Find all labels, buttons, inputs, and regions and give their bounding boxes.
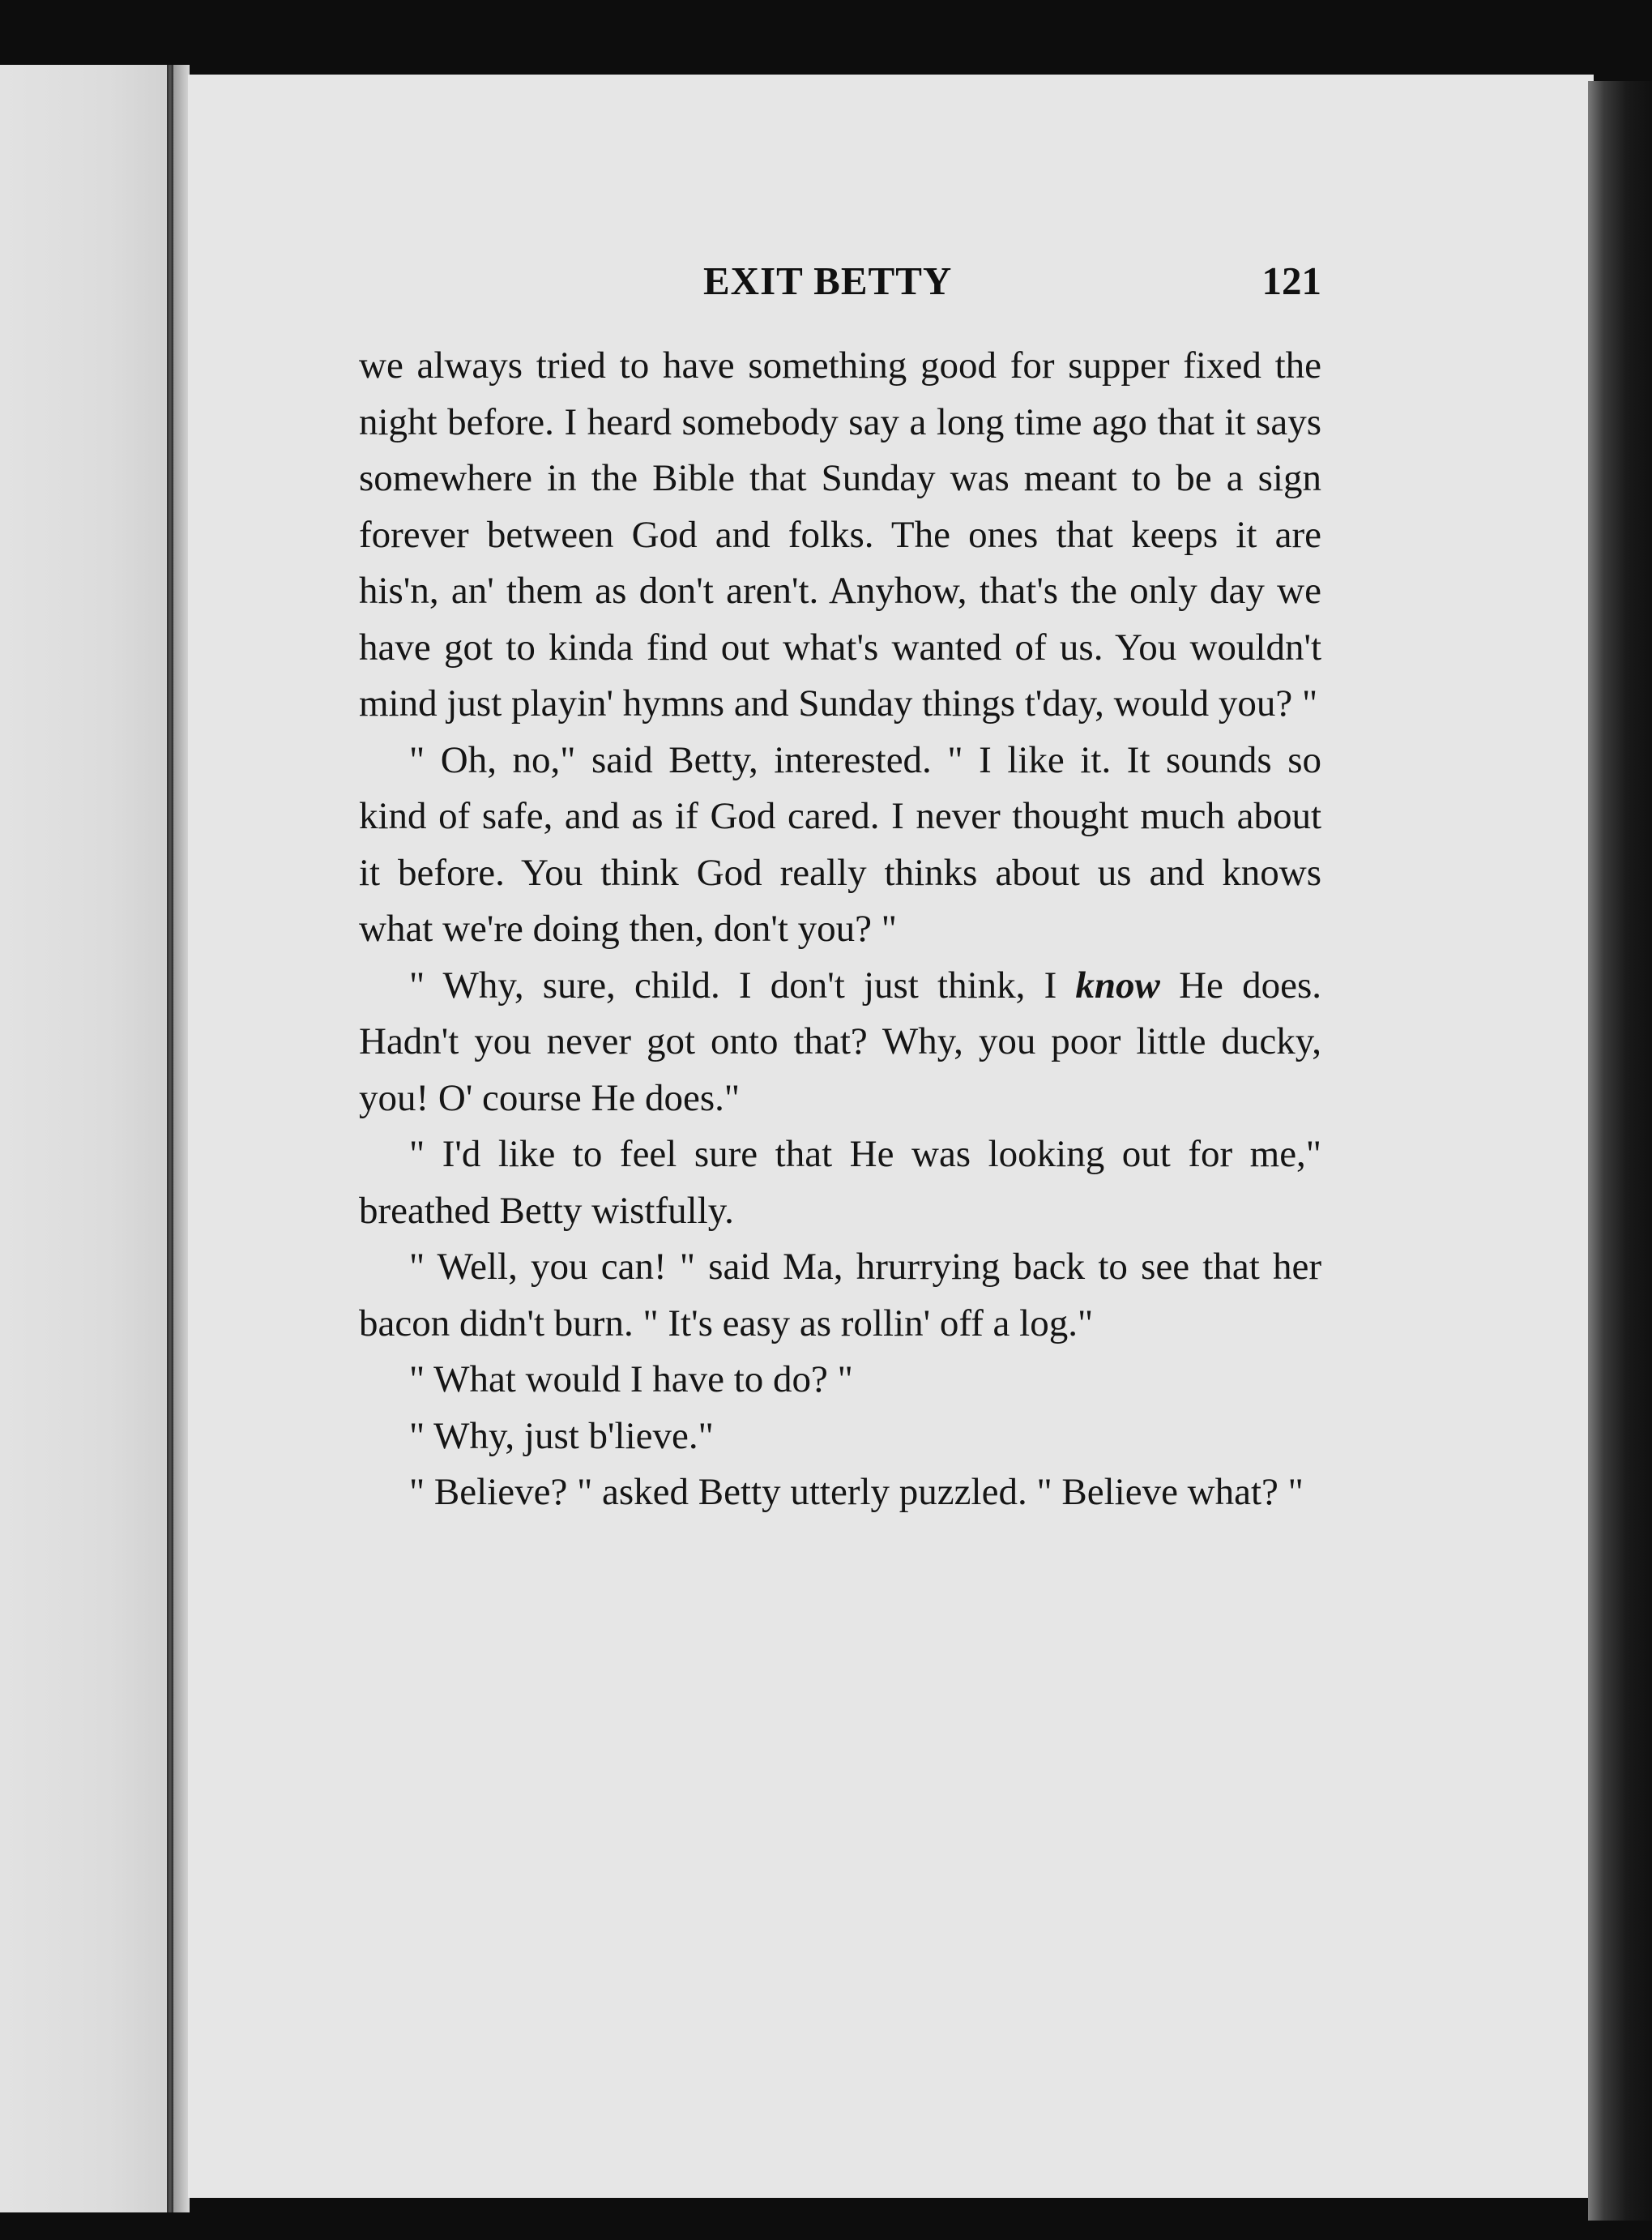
paragraph-text: " Why, sure, child. I don't just think, I: [409, 964, 1076, 1007]
emphasized-word: know: [1075, 964, 1160, 1007]
page-number: 121: [1261, 259, 1321, 303]
running-title: EXIT BETTY: [703, 259, 953, 303]
paragraph: [359, 958, 1321, 1127]
paragraph: " Why, just b'lieve.": [409, 1414, 714, 1457]
paragraph: " I'd like to feel sure that He was looking out for me," breathed Betty wistfully.: [359, 1133, 1321, 1232]
paragraph: we always tried to have something good for supper fixed the night before. I heard somebody say a long time ago that it says somewhere in the Bible that Sunday was meant to be a sign forever between God and folks. The ones that keeps it are his'n, an' them as don't aren't. Anyhow, that's the only day we have got to kinda find out what's wanted of us. You wouldn't mind just playin' hymns and Sunday things t'day, would you? ": [359, 344, 1321, 725]
paragraph: " What would I have to do? ": [409, 1358, 853, 1400]
paragraph: " Well, you can! " said Ma, hrurrying back to see that her bacon didn't burn. " It's easy as rollin' off a log.": [359, 1246, 1321, 1344]
paragraph: " Oh, no," said Betty, interested. " I like it. It sounds so kind of safe, and as if God cared. I never thought much about it before. You think God really thinks about us and knows what we're doing then, don't you? ": [359, 738, 1321, 950]
book-spine-edge: [1588, 81, 1652, 2221]
page-body: [359, 338, 1321, 1521]
gutter-shadow: [173, 65, 190, 2212]
page-header: [359, 258, 1321, 314]
binding-gutter: [167, 65, 173, 2212]
paragraph: " Believe? " asked Betty utterly puzzled. " Believe what? ": [409, 1471, 1304, 1513]
paragraph-text: He does. Hadn't you never got onto that? Why, you poor little ducky, you! O' course He does.": [359, 964, 1321, 1119]
facing-page-edge: [0, 65, 180, 2212]
